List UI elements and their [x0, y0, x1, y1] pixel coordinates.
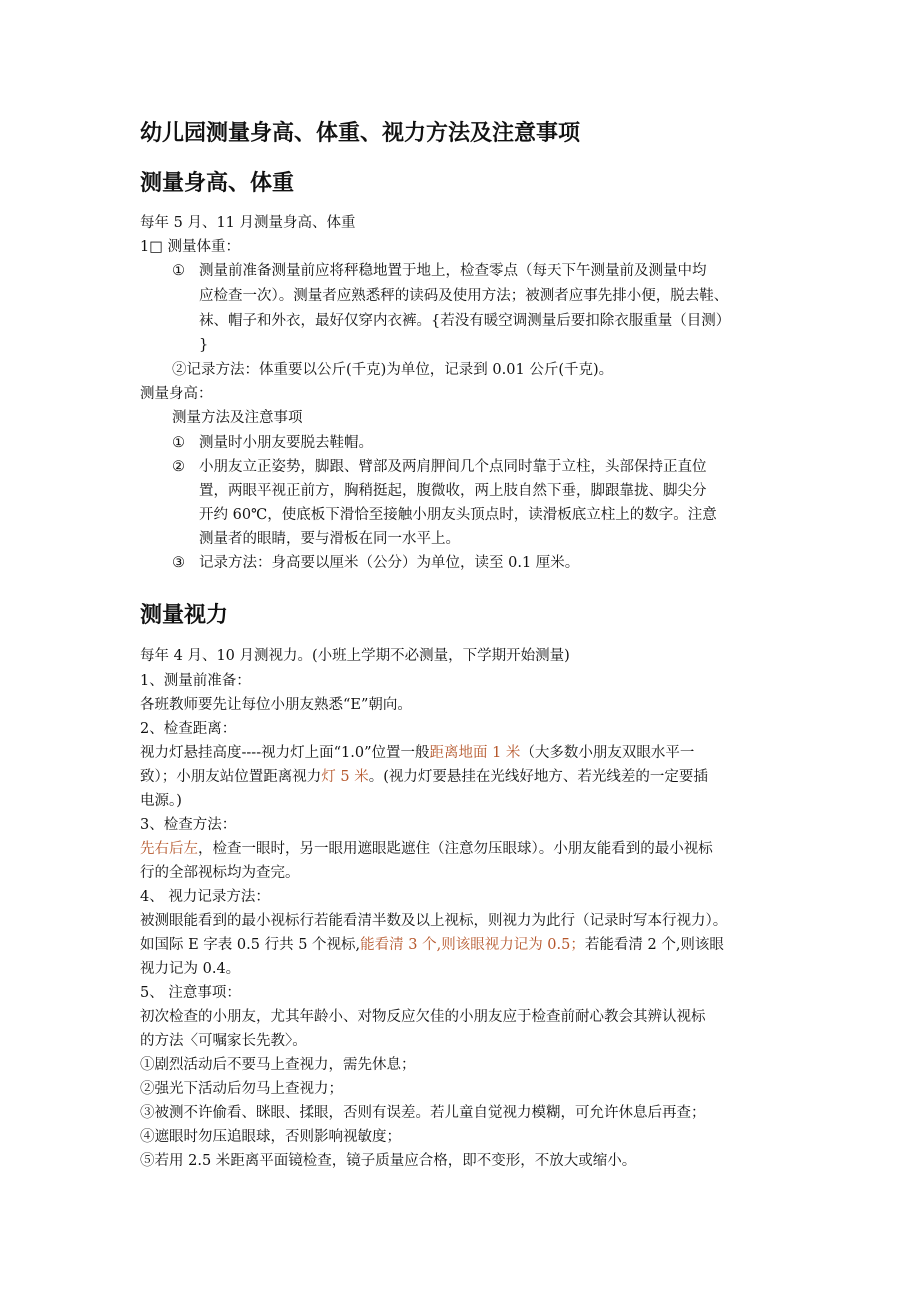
s5-label: 5、 注意事项：	[140, 985, 241, 1001]
s4-label: 4、 视力记录方法：	[140, 889, 270, 905]
weight-label: 1□ 测量体重：	[140, 239, 241, 255]
s4-line3: 视力记为 0.4。	[140, 961, 241, 977]
height-item1-line: 测量时小朋友要脱去鞋帽。	[199, 435, 373, 451]
s2-line2	[140, 767, 708, 787]
s1-text: 各班教师要先让每位小朋友熟悉“E”朝向。	[140, 697, 412, 713]
s2-line2-text: 致）；小朋友站位置距离视力	[140, 769, 322, 785]
s2-line2-text: 。(视力灯要悬挂在光线好地方、若光线差的一定要插	[368, 769, 708, 785]
height-item3-line: 记录方法：身高要以厘米（公分）为单位，读至 0.1 厘米。	[199, 555, 580, 571]
s1-label: 1、测量前准备：	[140, 673, 251, 689]
weight-item2: ②记录方法：体重要以公斤(千克)为单位，记录到 0.01 公斤(千克)。	[172, 362, 614, 378]
s2-label: 2、检查距离：	[140, 721, 237, 737]
section1-heading: 测量身高、体重	[140, 171, 295, 196]
weight-item1-line: 应检查一次）。测量者应熟悉秤的读码及使用方法；被测者应事先排小便，脱去鞋、	[199, 288, 729, 304]
note-item: ①剧烈活动后不要马上查视力，需先休息；	[140, 1057, 416, 1073]
weight-item1-marker: ①	[172, 263, 185, 279]
page-title: 幼儿园测量身高、体重、视力方法及注意事项	[140, 121, 581, 146]
weight-item1-line: }	[199, 337, 209, 353]
section1-intro: 每年 5 月、11 月测量身高、体重	[140, 215, 356, 231]
height-label: 测量身高：	[140, 386, 213, 402]
s4-line2	[140, 935, 724, 955]
height-item1-marker: ①	[172, 435, 185, 451]
s2-line2-highlight: 灯 5 米	[321, 769, 369, 785]
s3-line1-text: ，检查一眼时，另一眼用遮眼匙遮住（注意勿压眼球）。小朋友能看到的最小视标	[198, 841, 713, 857]
s4-line2-highlight: 能看清 3 个,则该眼视力记为 0.5；	[360, 937, 585, 953]
height-item2-line: 测量者的眼睛，要与滑板在同一水平上。	[199, 531, 460, 547]
s3-line1-highlight: 先右后左	[140, 841, 198, 857]
s4-line2-text: 如国际 E 字表 0.5 行共 5 个视标,	[140, 937, 361, 953]
weight-item1	[172, 261, 707, 281]
height-item2-line: 开约 60℃，使底板下滑恰至接触小朋友头顶点时，读滑板底立柱上的数字。注意	[199, 507, 717, 523]
s2-line3: 电源。)	[140, 793, 182, 809]
s3-line1	[140, 839, 713, 859]
height-item3-marker: ③	[172, 555, 185, 571]
section2-intro: 每年 4 月、10 月测视力。(小班上学期不必测量，下学期开始测量)	[140, 648, 570, 664]
s5-line1: 初次检查的小朋友，尤其年龄小、对物反应欠佳的小朋友应于检查前耐心教会其辨认视标	[140, 1009, 706, 1025]
s2-line1-text: （大多数小朋友双眼水平一	[520, 745, 695, 761]
height-item1	[172, 433, 373, 453]
note-item: ④遮眼时勿压追眼球，否则影响视敏度；	[140, 1129, 401, 1145]
height-item2-line: 小朋友立正姿势，脚跟、臂部及两肩胛间几个点同时靠于立柱，头部保持正直位	[199, 459, 707, 475]
note-item: ③被测不许偷看、眯眼、揉眼，否则有误差。若儿童自觉视力模糊，可允许休息后再查；	[140, 1105, 706, 1121]
s2-line1-highlight: 距离地面 1 米	[429, 745, 521, 761]
s2-line1-text: 视力灯悬挂高度----视力灯上面“1.0”位置一般	[140, 745, 430, 761]
height-item2	[172, 457, 707, 477]
note-item: ②强光下活动后勿马上查视力；	[140, 1081, 343, 1097]
weight-item1-line: 袜、帽子和外衣，最好仅穿内衣裤。{若没有暖空调测量后要扣除衣服重量（目测）	[199, 313, 731, 329]
s3-label: 3、检查方法：	[140, 817, 237, 833]
weight-item1-line: 测量前准备测量前应将秤稳地置于地上，检查零点（每天下午测量前及测量中均	[199, 263, 707, 279]
height-item2-marker: ②	[172, 459, 185, 475]
section2-heading: 测量视力	[140, 603, 229, 628]
height-sublabel: 测量方法及注意事项	[172, 410, 303, 426]
height-item3	[172, 553, 579, 573]
s3-line2: 行的全部视标均为查完。	[140, 865, 300, 881]
note-item: ⑤若用 2.5 米距离平面镜检查，镜子质量应合格，即不变形，不放大或缩小。	[140, 1153, 637, 1169]
s2-line1	[140, 743, 694, 763]
s5-line2: 的方法〈可嘱家长先教〉。	[140, 1033, 307, 1049]
height-item2-line: 置，两眼平视正前方，胸稍挺起，腹微收，两上肢自然下垂，脚跟靠拢、脚尖分	[199, 483, 707, 499]
s4-line1: 被测眼能看到的最小视标行若能看清半数及以上视标，则视力为此行（记录时写本行视力）。	[140, 913, 728, 929]
s4-line2-text: 若能看清 2 个,则该眼	[584, 937, 724, 953]
